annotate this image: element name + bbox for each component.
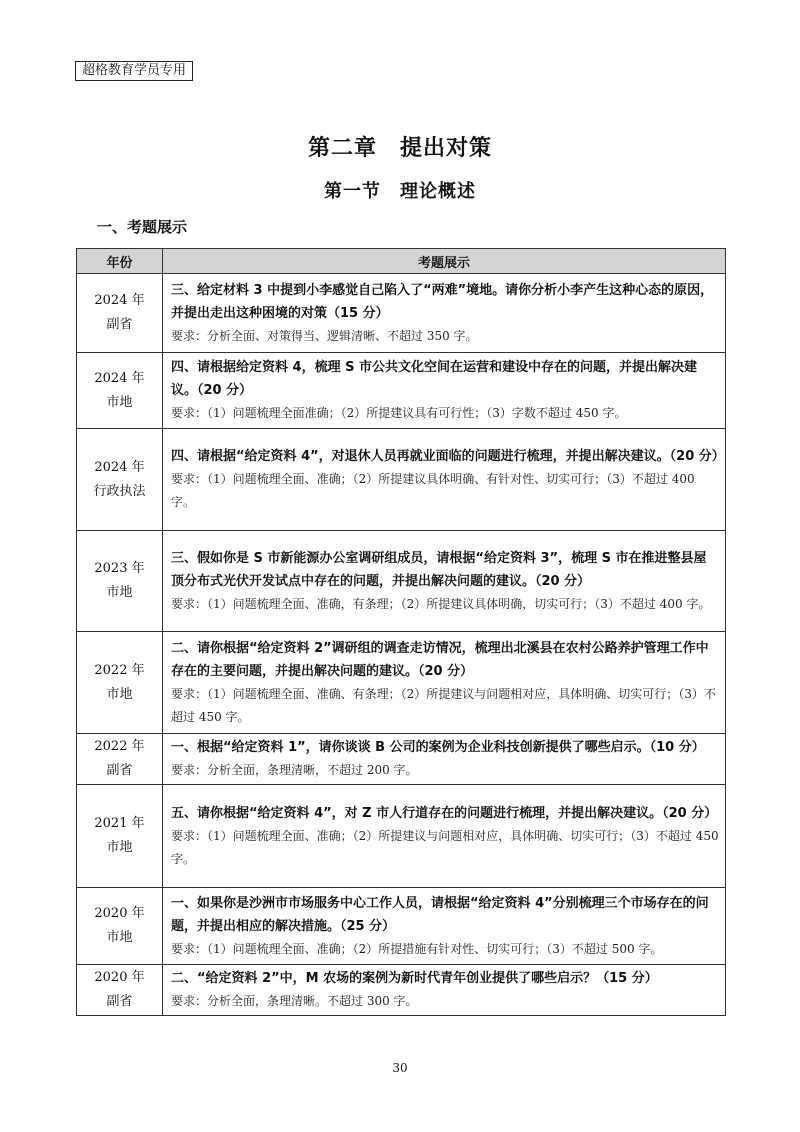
- column-header-year: 年份: [77, 249, 163, 274]
- chapter-title: 第二章 提出对策: [307, 136, 492, 161]
- question-cell: [163, 353, 726, 429]
- level-text: 市地: [106, 840, 133, 855]
- question-cell: [163, 965, 726, 1016]
- level-text: 市地: [106, 585, 133, 600]
- question-text: 二、请你根据“给定资料 2”调研组的调查走访情况，梳理出北溪县在农村公路养护管理工作中存在的主要问题，并提出解决问题的建议。（20 分）: [171, 640, 709, 679]
- year-text: 2021 年: [94, 816, 145, 831]
- requirement-text: 要求：分析全面、对策得当、逻辑清晰、不超过 350 字。: [171, 328, 478, 343]
- year-cell: [77, 531, 163, 632]
- year-text: 2024 年: [94, 370, 145, 386]
- year-cell: [77, 274, 163, 353]
- table-row: [77, 965, 726, 1016]
- table-row: [77, 632, 726, 734]
- question-text: 三、给定材料 3 中提到小李感觉自己陷入了“两难”境地。请你分析小李产生这种心态的原因，并提出走出这种困境的对策（15 分）: [171, 282, 714, 321]
- year-cell: [77, 888, 163, 965]
- requirement-text: 要求：分析全面，条理清晰。不超过 300 字。: [171, 994, 418, 1008]
- year-cell: [77, 353, 163, 429]
- page-number: 30: [392, 1061, 408, 1075]
- year-text: 2020 年: [94, 906, 145, 921]
- question-cell: [163, 734, 726, 785]
- year-text: 2022 年: [94, 739, 145, 754]
- year-cell: [77, 632, 163, 734]
- table-row: [77, 734, 726, 785]
- requirement-text: 要求：（1）问题梳理全面、准确、有条理；（2）所提建议与问题相对应，具体明确、切实可行；（3）不超过 450 字。: [171, 686, 716, 724]
- requirement-text: 要求：（1）问题梳理全面、准确；（2）所提措施有针对性、切实可行；（3）不超过 500 字。: [171, 941, 663, 956]
- question-text: 二、“给定资料 2”中，M 农场的案例为新时代青年创业提供了哪些启示？（15 分）: [171, 971, 658, 986]
- table-row: [77, 429, 726, 531]
- question-cell: [163, 429, 726, 531]
- requirement-text: 要求：（1）问题梳理全面、准确；（2）所提建议具体明确、有针对性、切实可行；（3）不超过 400 字。: [171, 472, 695, 509]
- requirement-text: 要求：（1）问题梳理全面、准确，有条理；（2）所提建议具体明确，切实可行；（3）不超过 400 字。: [171, 596, 711, 611]
- table-row: [77, 353, 726, 429]
- level-text: 行政执法: [93, 483, 146, 499]
- year-cell: [77, 965, 163, 1016]
- table-row: [77, 274, 726, 353]
- year-text: 2020 年: [94, 970, 145, 985]
- table-row: [77, 785, 726, 888]
- question-cell: [163, 274, 726, 353]
- year-text: 2023 年: [94, 561, 145, 576]
- requirement-text: 要求：（1）问题梳理全面准确；（2）所提建议具有可行性；（3）字数不超过 450 字。: [171, 406, 627, 420]
- table-row: [77, 531, 726, 632]
- exam-table: [76, 248, 726, 1016]
- question-text: 四、请根据给定资料 4，梳理 S 市公共文化空间在运营和建设中存在的问题，并提出解决建议。（20 分）: [171, 360, 697, 398]
- question-text: 三、假如你是 S 市新能源办公室调研组成员，请根据“给定资料 3”，梳理 S 市在推进整县屋顶分布式光伏开发试点中存在的问题，并提出解决问题的建议。（20 分）: [171, 550, 707, 589]
- question-cell: [163, 632, 726, 734]
- section-title: 第一节 理论概述: [324, 181, 476, 202]
- level-text: 副省: [106, 317, 133, 332]
- question-text: 一、根据“给定资料 1”，请你谈谈 B 公司的案例为企业科技创新提供了哪些启示。（10 分）: [171, 740, 705, 755]
- header-tag: 超格教育学员专用: [75, 61, 193, 81]
- level-text: 副省: [106, 763, 133, 778]
- level-text: 市地: [106, 930, 133, 945]
- table-row: [77, 888, 726, 965]
- question-text: 四、请根据“给定资料 4”，对退休人员再就业面临的问题进行梳理，并提出解决建议。（20 分）: [171, 449, 725, 464]
- question-cell: [163, 888, 726, 965]
- question-cell: [163, 785, 726, 888]
- year-text: 2024 年: [94, 293, 145, 308]
- year-text: 2024 年: [94, 459, 145, 475]
- year-text: 2022 年: [94, 662, 145, 678]
- requirement-text: 要求：分析全面，条理清晰，不超过 200 字。: [171, 763, 418, 777]
- level-text: 副省: [106, 994, 133, 1009]
- table-header-row: [77, 249, 726, 274]
- subheading-exam-display: 一、考题展示: [97, 218, 188, 236]
- year-cell: [77, 429, 163, 531]
- requirement-text: 要求：（1）问题梳理全面、准确；（2）所提建议与问题相对应，具体明确、切实可行；（3）不超过 450 字。: [171, 828, 719, 866]
- level-text: 市地: [106, 394, 133, 410]
- question-cell: [163, 531, 726, 632]
- question-text: 一、如果你是沙洲市市场服务中心工作人员，请根据“给定资料 4”分别梳理三个市场存在的问题，并提出相应的解决措施。（25 分）: [171, 895, 709, 934]
- level-text: 市地: [106, 686, 133, 702]
- year-cell: [77, 734, 163, 785]
- column-header-question: 考题展示: [163, 249, 726, 274]
- year-cell: [77, 785, 163, 888]
- question-text: 五、请你根据“给定资料 4”，对 Z 市人行道存在的问题进行梳理，并提出解决建议。（20 分）: [171, 805, 718, 821]
